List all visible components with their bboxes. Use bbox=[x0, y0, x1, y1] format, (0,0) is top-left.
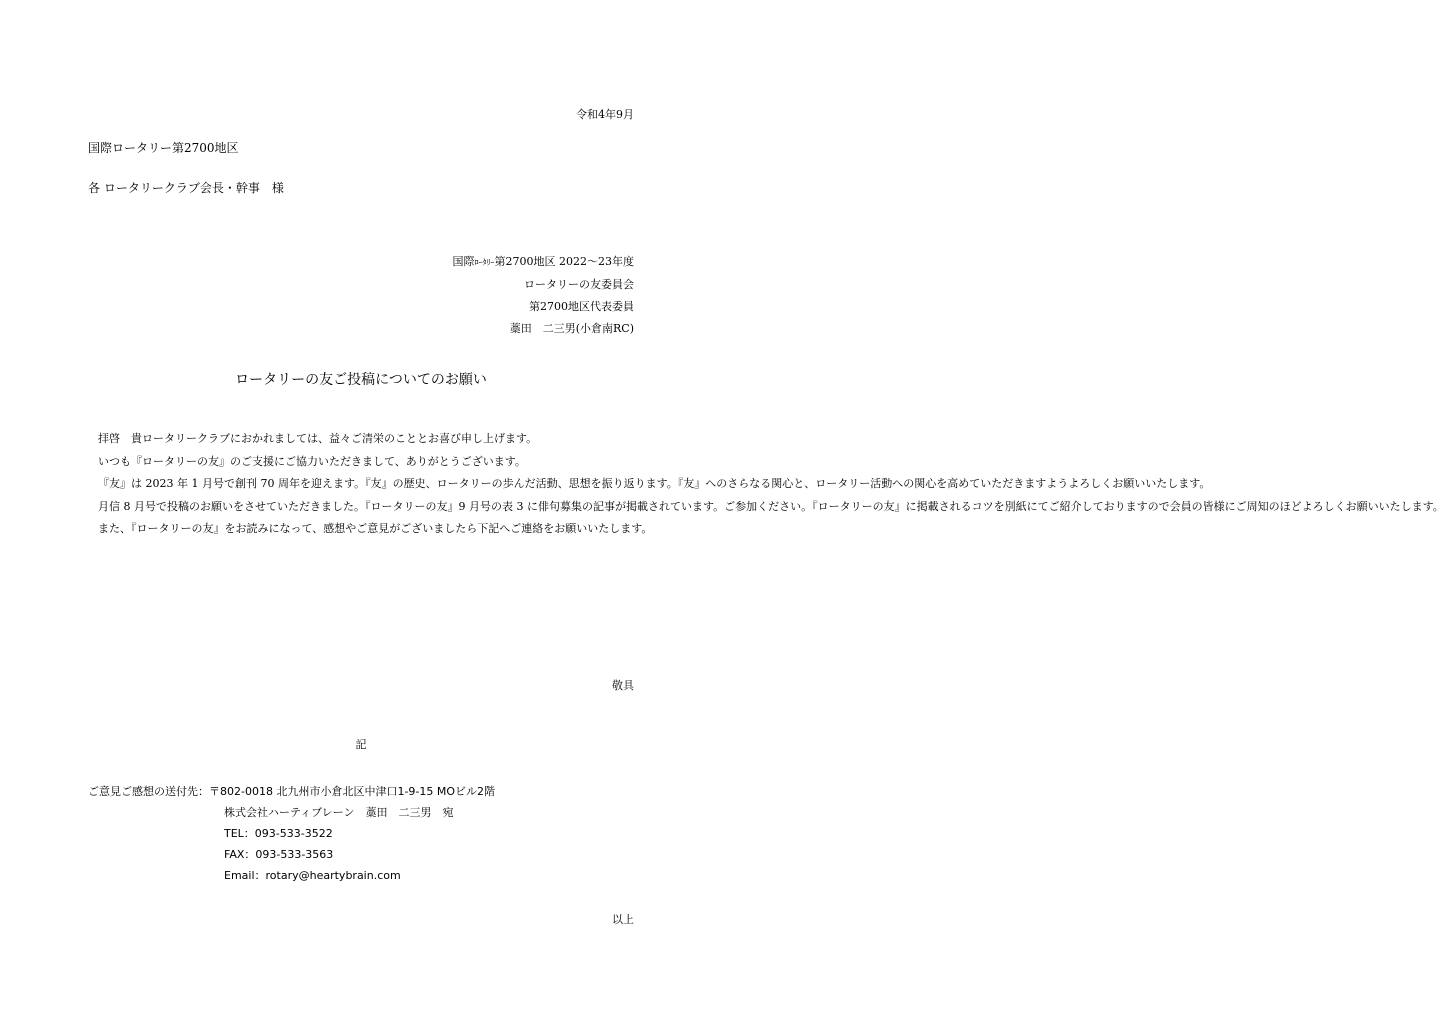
recipient: 各 ロータリークラブ会長・幹事 様 bbox=[88, 181, 284, 195]
contact-block bbox=[88, 781, 495, 886]
contact-tel: TEL：093-533-3522 bbox=[224, 827, 333, 840]
contact-company: 株式会社ハーティブレーン 藁田 二三男 宛 bbox=[224, 806, 454, 819]
sender-org-rest: 第2700地区 2022～23年度 bbox=[494, 255, 634, 268]
end-ijou: 以上 bbox=[612, 913, 634, 926]
sender-committee: ロータリーの友委員会 bbox=[524, 278, 634, 291]
body-paragraph-4: 月信 8 月号で投稿のお願いをさせていただきました。『ロータリーの友』9 月号の表 3 に俳句募集の記事が掲載されています。ご参加ください。『ロータリーの友』に掲載されるコツを別紙にてご紹介しておりますので会員の皆様にご周知のほどよろしくお願いいたします。 bbox=[98, 499, 1444, 513]
sender-name: 藁田 二三男(小倉南RC) bbox=[509, 322, 634, 335]
contact-label: ご意見ご感想の送付先： bbox=[88, 785, 209, 798]
document-title: ロータリーの友ご投稿についてのお願い bbox=[235, 372, 487, 388]
recipient-org: 国際ロータリー第2700地区 bbox=[88, 141, 239, 155]
body-paragraph-1: 拝啓 貴ロータリークラブにおかれましては、益々ご清栄のこととお喜び申し上げます。 bbox=[98, 432, 538, 445]
letter-body bbox=[88, 428, 1444, 541]
sender-block bbox=[453, 251, 634, 340]
sender-role: 第2700地区代表委員 bbox=[529, 300, 634, 313]
body-paragraph-3: 『友』は 2023 年 1 月号で創刊 70 周年を迎えます。『友』の歴史、ロータリーの歩んだ活動、思想を振り返ります。『友』へのさらなる関心と、ロータリー活動への関心を高めていただきますようよろしくお願いいたします。 bbox=[98, 477, 1211, 490]
sender-org-small: ﾛｰﾀﾘｰ bbox=[474, 258, 495, 267]
sender-org bbox=[453, 251, 634, 274]
letter-date: 令和4年9月 bbox=[576, 108, 634, 121]
body-paragraph-2: いつも『ロータリーの友』のご支援にご協力いただきまして、ありがとうございます。 bbox=[98, 454, 526, 468]
contact-email: Email：rotary@heartybrain.com bbox=[224, 869, 401, 882]
contact-fax: FAX：093-533-3563 bbox=[224, 848, 334, 861]
body-paragraph-5: また、『ロータリーの友』をお読みになって、感想やご意見がございましたら下記へご連絡をお願いいたします。 bbox=[98, 522, 653, 535]
closing-keigu: 敬具 bbox=[612, 679, 634, 692]
contact-address: 〒802-0018 北九州市小倉北区中津口1-9-15 MOビル2階 bbox=[209, 785, 496, 798]
ki-marker: 記 bbox=[355, 738, 367, 751]
sender-org-prefix: 国際 bbox=[452, 255, 475, 268]
